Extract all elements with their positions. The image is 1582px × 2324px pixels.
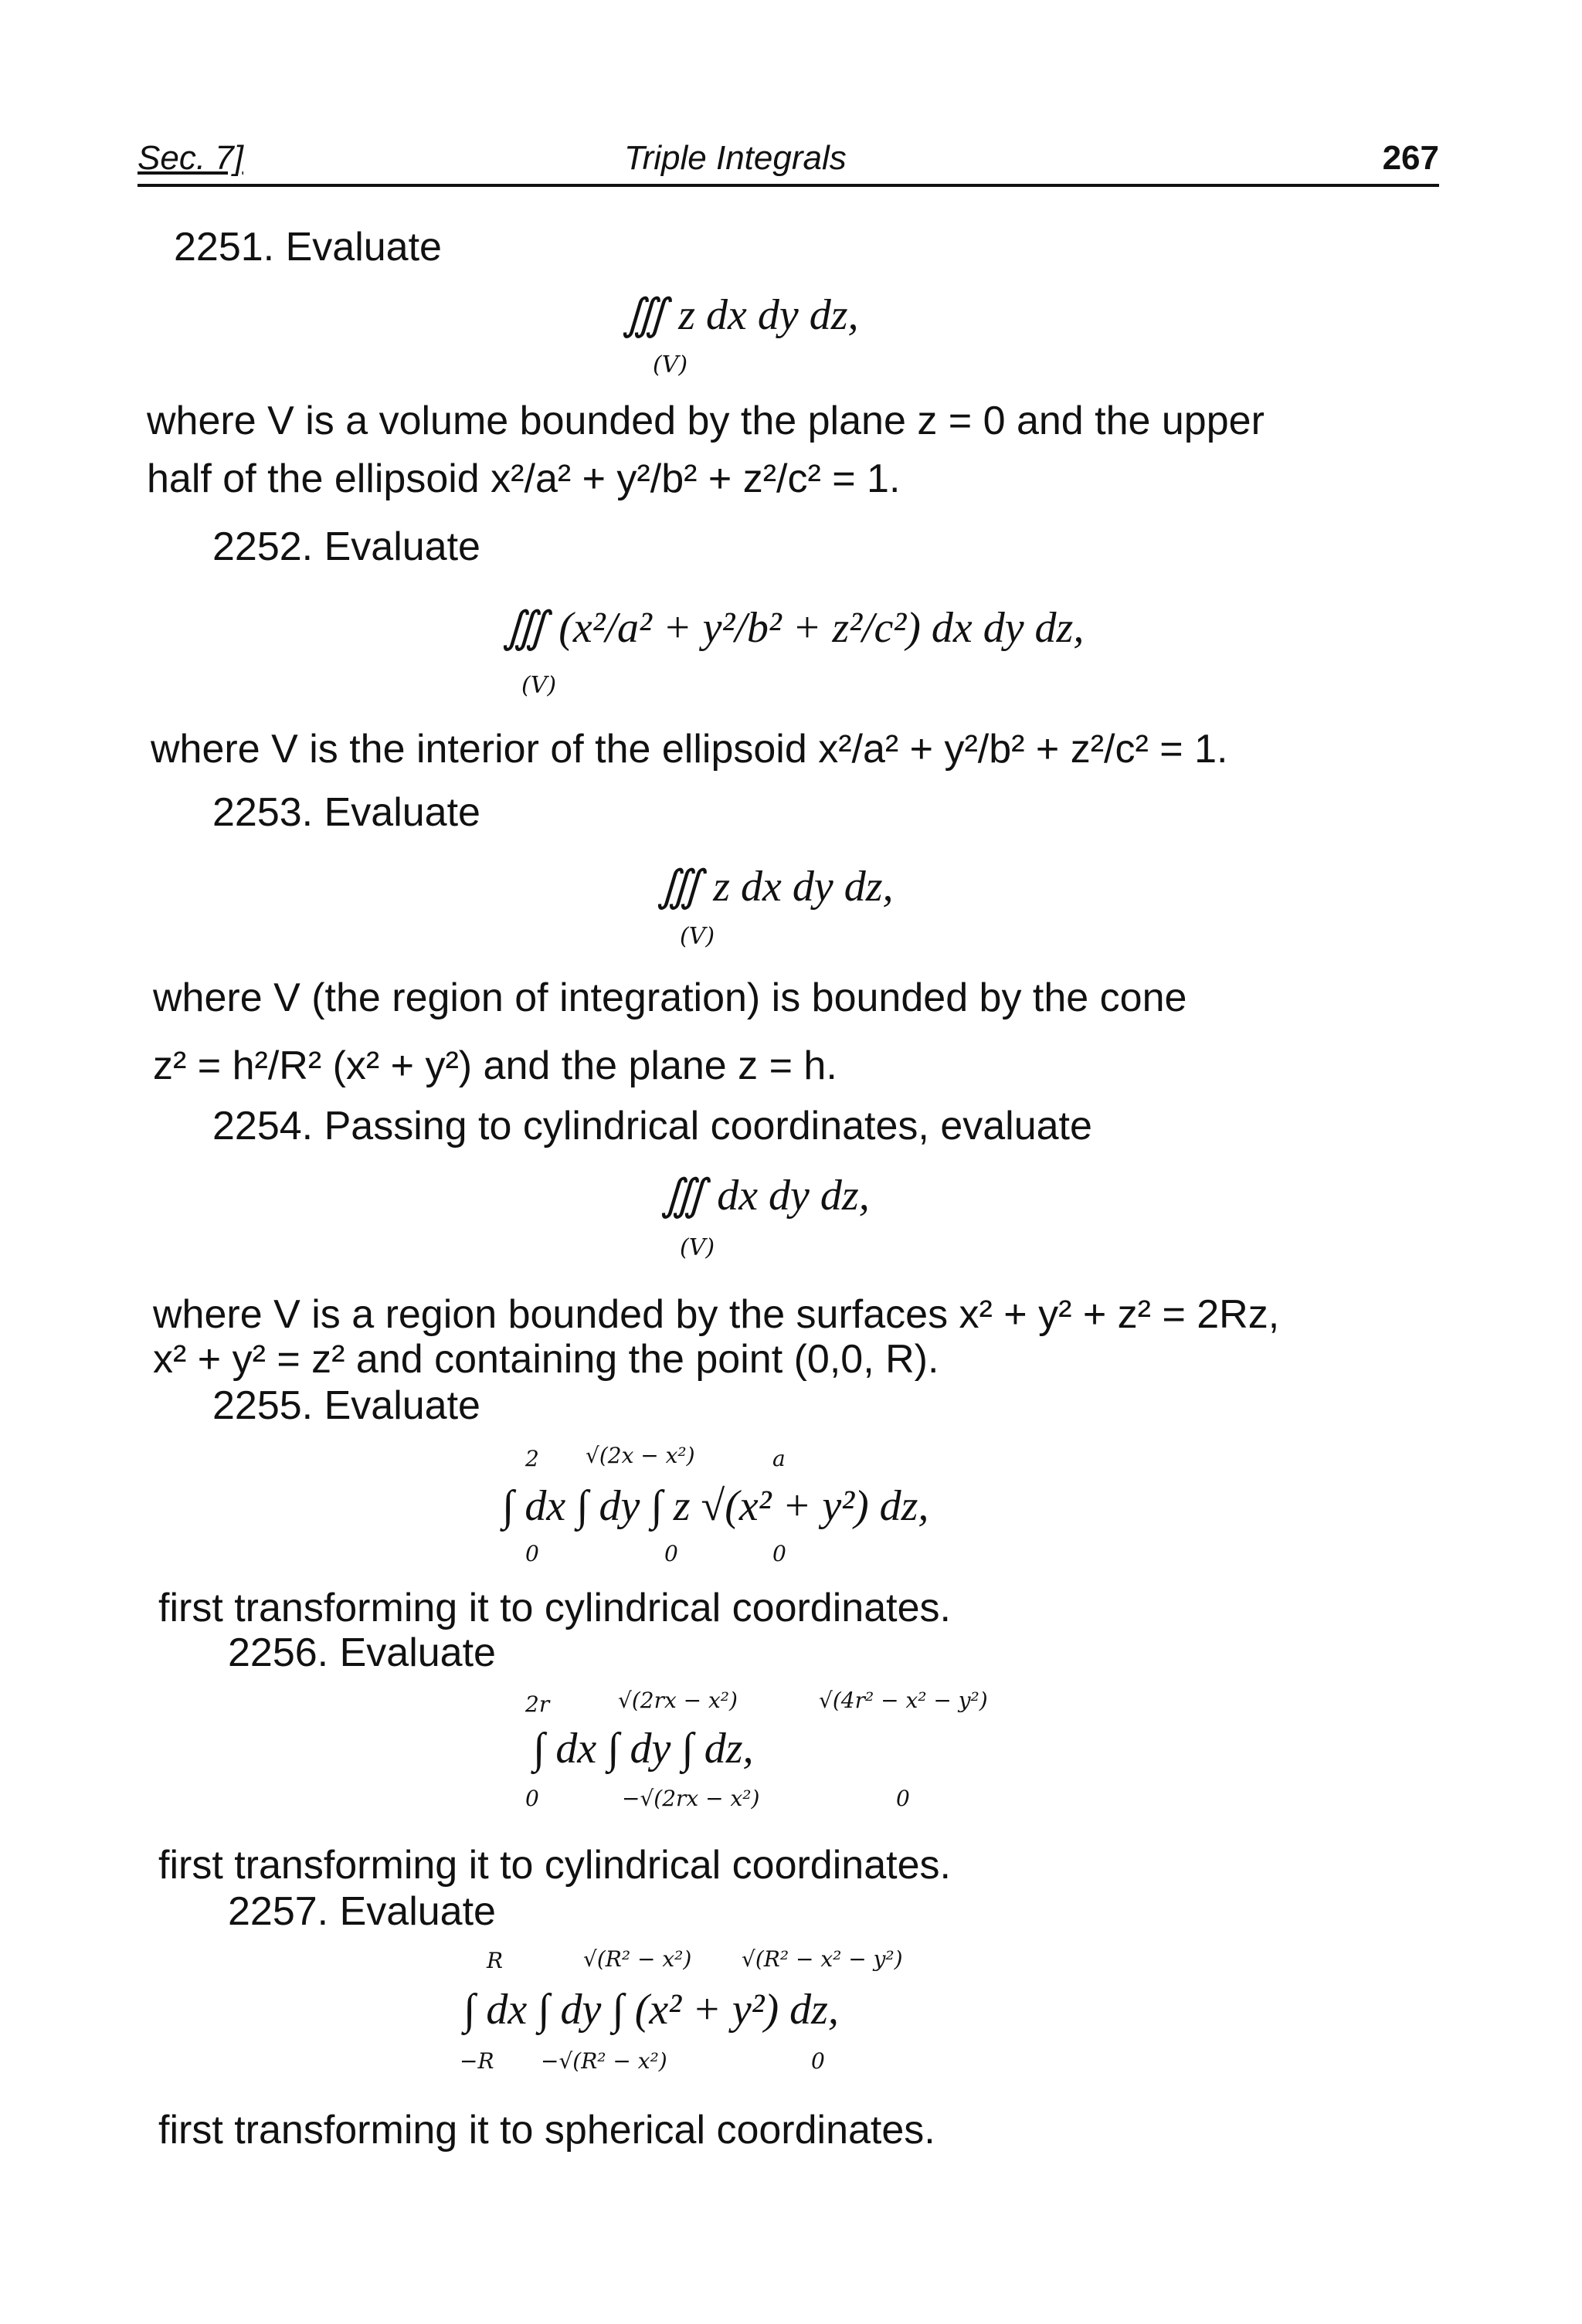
problem-lead: Evaluate [324, 790, 480, 835]
problem-2256-heading [228, 1630, 496, 1676]
problem-number: 2252. [212, 524, 314, 569]
problem-2257-integral [463, 1985, 839, 2034]
problem-2255-integral [502, 1481, 928, 1531]
integral-expression: ∭ z dx dy dz, [622, 291, 859, 339]
problem-number: 2254. [212, 1104, 314, 1148]
problem-2253-text-1: where V (the region of integration) is bounded by the cone [153, 975, 1187, 1020]
page-number: 267 [1382, 139, 1439, 177]
limit-mid-upper: √(2rx − x²) [618, 1688, 738, 1713]
problem-2251-text-2: half of the ellipsoid x²/a² + y²/b² + z²/c² = 1. [147, 456, 901, 501]
header-divider [137, 184, 1439, 187]
problem-2255-heading [212, 1383, 480, 1429]
section-label: Sec. 7] [137, 139, 243, 177]
limit-inner-upper: a [772, 1446, 786, 1471]
problem-2251-heading [174, 224, 442, 270]
integral-expression: ∭ dx dy dz, [660, 1172, 870, 1220]
problem-number: 2255. [212, 1383, 314, 1428]
limit-inner-lower: 0 [896, 1786, 910, 1811]
problem-2252-region: (V) [521, 672, 557, 699]
problem-2254-text-2: x² + y² = z² and containing the point (0,0, R). [153, 1337, 939, 1382]
limit-mid-upper: √(2x − x²) [586, 1443, 695, 1468]
problem-2254-region: (V) [680, 1234, 715, 1261]
integral-expression: ∫ dx ∫ dy ∫ dz, [533, 1725, 754, 1773]
problem-2254-integral [660, 1170, 870, 1220]
problem-2251-integral [622, 290, 859, 340]
limit-inner-upper: √(R² − x² − y²) [742, 1946, 903, 1972]
problem-2252-integral [502, 602, 1084, 653]
limit-outer-upper: 2 [525, 1446, 539, 1471]
problem-number: 2253. [212, 790, 314, 835]
problem-number: 2256. [228, 1630, 329, 1675]
limit-mid-lower: −√(2rx − x²) [622, 1786, 760, 1811]
problem-2256-text-1: first transforming it to cylindrical coordinates. [158, 1843, 951, 1888]
problem-2253-heading [212, 789, 480, 836]
problem-number: 2251. [174, 225, 275, 270]
limit-outer-upper: R [487, 1948, 504, 1973]
problem-number: 2257. [228, 1889, 329, 1934]
problem-2257-heading [228, 1888, 496, 1935]
limit-inner-lower: 0 [811, 2048, 825, 2074]
problem-lead: Evaluate [324, 524, 480, 569]
problem-2252-heading [212, 524, 480, 570]
problem-lead: Evaluate [324, 1383, 480, 1428]
limit-inner-lower: 0 [772, 1541, 786, 1566]
integral-expression: ∫ dx ∫ dy ∫ (x² + y²) dz, [463, 1986, 839, 2034]
problem-2253-region: (V) [680, 923, 715, 950]
problem-lead: Evaluate [285, 225, 442, 270]
limit-mid-upper: √(R² − x²) [583, 1946, 692, 1972]
integral-expression: ∫ dx ∫ dy ∫ z √(x² + y²) dz, [502, 1482, 929, 1530]
limit-outer-upper: 2r [525, 1691, 550, 1717]
problem-2257-text-1: first transforming it to spherical coordinates. [158, 2108, 935, 2153]
problem-2252-text-1: where V is the interior of the ellipsoid x²/a² + y²/b² + z²/c² = 1. [151, 727, 1228, 772]
limit-mid-lower: −√(R² − x²) [541, 2048, 667, 2074]
problem-2251-text-1: where V is a volume bounded by the plane z = 0 and the upper [147, 399, 1265, 443]
page-title: Triple Integrals [624, 139, 847, 177]
limit-outer-lower: 0 [525, 1786, 539, 1811]
problem-2254-text-1: where V is a region bounded by the surfaces x² + y² + z² = 2Rz, [153, 1292, 1280, 1337]
problem-lead: Evaluate [339, 1630, 496, 1675]
integral-expression: ∭ (x²/a² + y²/b² + z²/c²) dx dy dz, [502, 604, 1085, 652]
limit-outer-lower: −R [460, 2048, 494, 2074]
running-head [137, 131, 1439, 185]
problem-2253-integral [657, 861, 894, 911]
problem-lead: Evaluate [339, 1889, 496, 1934]
problem-2253-text-2: z² = h²/R² (x² + y²) and the plane z = h. [153, 1043, 837, 1088]
problem-2256-integral [533, 1724, 754, 1773]
limit-outer-lower: 0 [525, 1541, 539, 1566]
problem-2255-text-1: first transforming it to cylindrical coordinates. [158, 1586, 951, 1630]
limit-inner-upper: √(4r² − x² − y²) [819, 1688, 988, 1713]
limit-mid-lower: 0 [664, 1541, 678, 1566]
integral-expression: ∭ z dx dy dz, [657, 863, 894, 911]
problem-2254-heading [212, 1103, 1092, 1149]
problem-2251-region: (V) [653, 351, 688, 378]
problem-lead: Passing to cylindrical coordinates, evaluate [324, 1104, 1092, 1148]
